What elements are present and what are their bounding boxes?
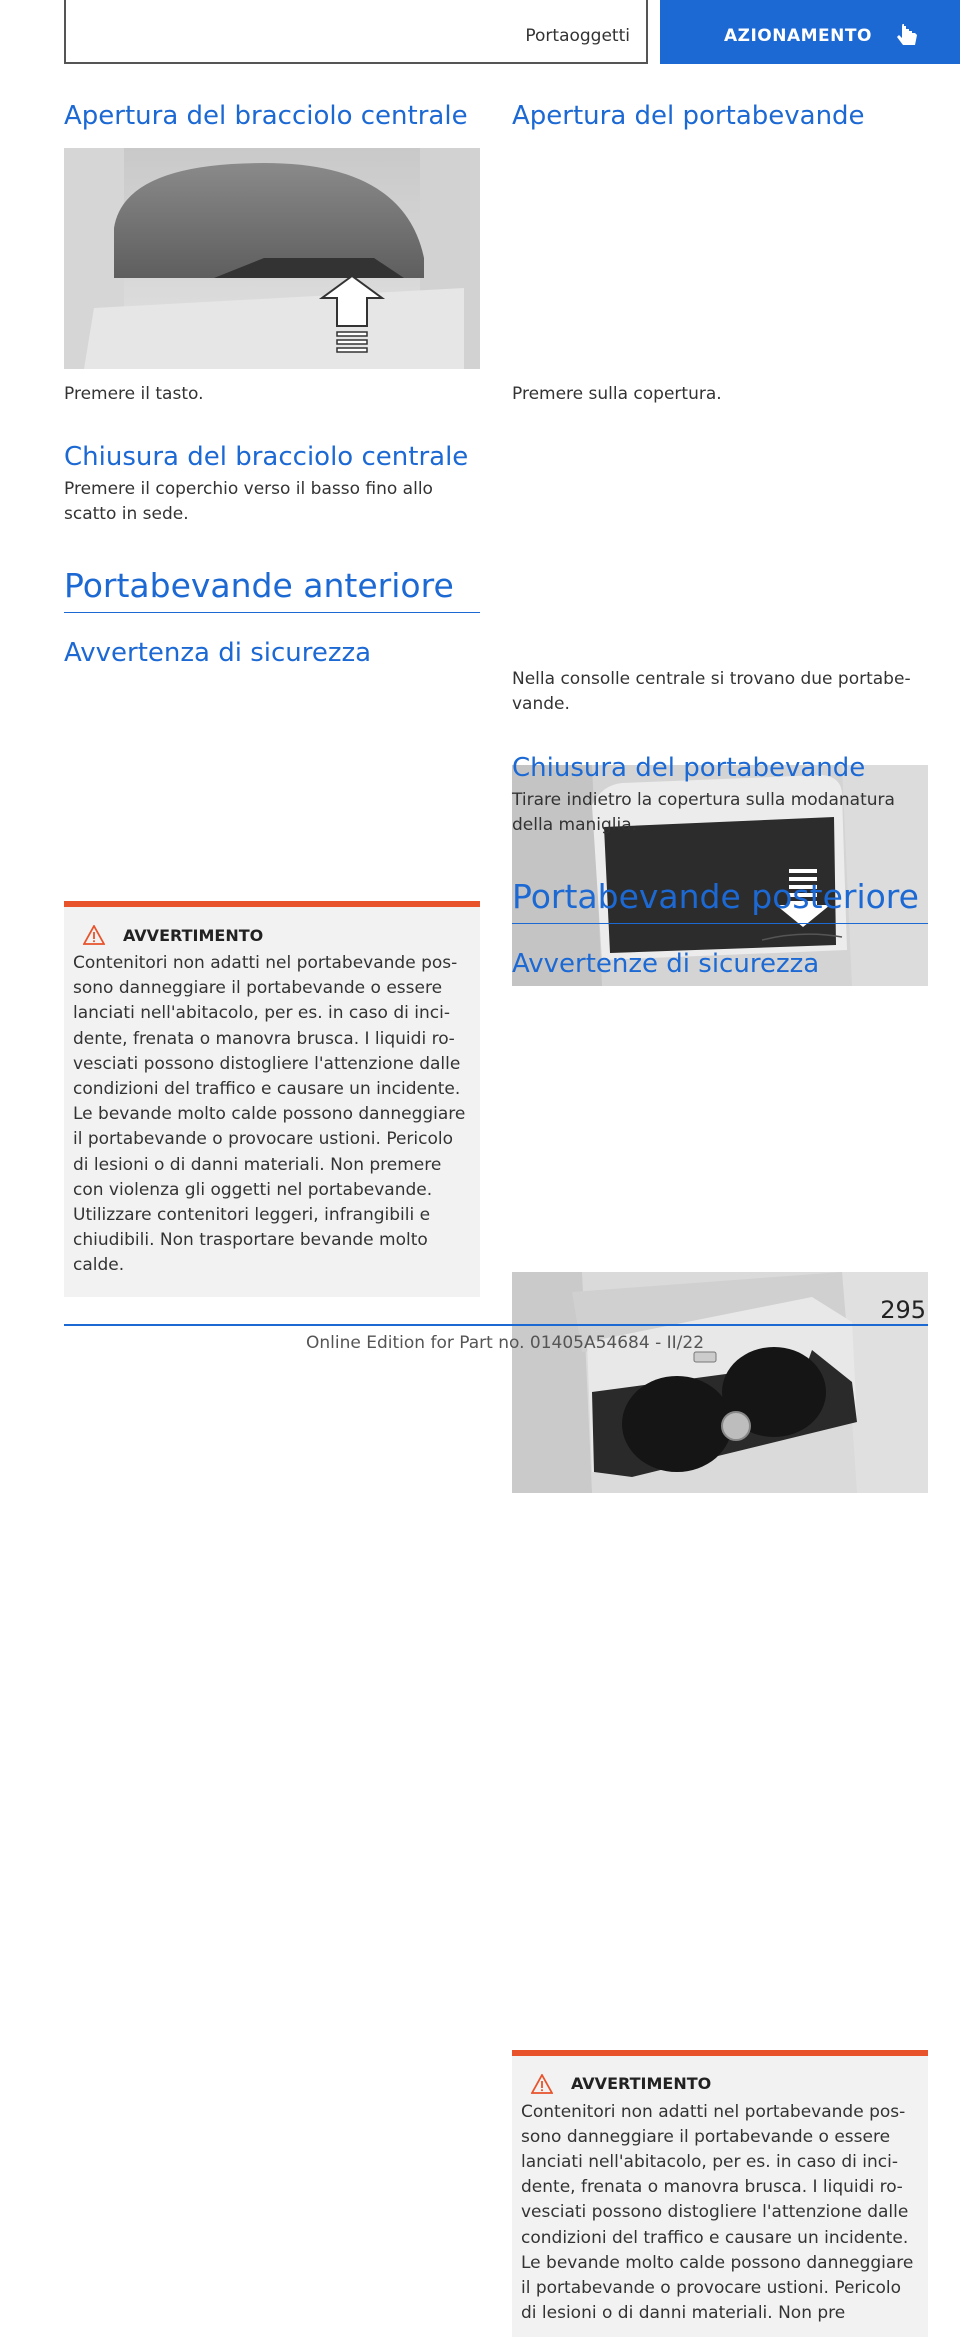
heading-chiusura-bracciolo: Chiusura del bracciolo centrale [64,442,469,472]
section-rule [512,923,928,924]
chapter-label: AZIONAMENTO [724,26,872,46]
heading-avvertenza: Avvertenza di sicurezza [64,638,372,668]
warning-triangle-icon [83,925,105,945]
armrest-photo [64,148,480,369]
left-block-2 [64,382,480,407]
warning-title-row [83,925,471,945]
left-block-4 [64,566,480,669]
caption-premere-tasto: Premere il tasto. [64,384,204,404]
heading-chiusura-portabevande: Chiusura del portabevande [512,753,866,783]
heading-portabevande-posteriore: Portabevande posteriore [512,877,919,916]
left-column [64,100,480,132]
caption-consolle: Nella consolle centrale si trovano due portabevande. [512,669,911,714]
right-block-5 [512,877,928,980]
section-title: Portaoggetti [525,26,630,46]
text-chiusura-bracciolo: Premere il coperchio verso il basso fino allo scatto in sede. [64,479,433,524]
warning-box-right [512,2050,928,2337]
hand-pointer-icon [896,24,920,52]
footer-edition: Online Edition for Part no. 01405A54684 - II/22 [306,1333,705,1353]
chapter-tab[interactable] [660,0,960,64]
section-rule [64,612,480,613]
right-block-3 [512,667,928,717]
footer-rule [64,1324,928,1326]
warning-title-row [531,2074,919,2094]
text-chiusura-portabevande: Tirare indietro la copertura sulla modanatura della maniglia. [512,790,895,835]
right-block-2 [512,382,928,407]
left-block-3 [64,441,480,527]
heading-avvertenze: Avvertenze di sicurezza [512,949,820,979]
heading-apertura-portabevande: Apertura del portabevande [512,101,865,131]
heading-apertura-bracciolo: Apertura del bracciolo centrale [64,101,468,131]
heading-portabevande-anteriore: Portabevande anteriore [64,566,454,605]
warning-text: Contenitori non adatti nel portabevande possono danneggiare il portabevande o essere lanciati nell'abitacolo, per es. in caso di incidente, frenata o manovra brusca. I liquidi rovesciati possono distogliere l'attenzione dalle condizioni del traffico e causare un incidente. Le bevande molto calde possono danneggiare il portabevande o provocare ustioni. Pericolo di lesioni o di danni materiali. Non premere con violenza gli oggetti nel portabevande. Utilizzare contenitori leggeri, infrangibili e chiudibili. Non trasportare bevande molto calde. [73,953,466,1276]
caption-premere-copertura: Premere sulla copertura. [512,384,722,404]
warning-title: AVVERTIMENTO [571,2074,712,2094]
warning-title: AVVERTIMENTO [123,925,264,945]
cupholders-photo [512,1272,928,1493]
header-section-box [64,0,648,64]
right-block-1 [512,100,928,132]
page-number: 295 [880,1296,926,1324]
warning-triangle-icon [531,2074,553,2094]
right-block-4 [512,752,928,838]
warning-box-left [64,901,480,1297]
warning-text: Contenitori non adatti nel portabevande possono danneggiare il portabevande o essere lanciati nell'abitacolo, per es. in caso di incidente, frenata o manovra brusca. I liquidi rovesciati possono distogliere l'attenzione dalle condizioni del traffico e causare un incidente. Le bevande molto calde possono danneggiare il portabevande o provocare ustioni. Pericolo di lesioni o di danni materiali. Non pre [521,2101,914,2324]
